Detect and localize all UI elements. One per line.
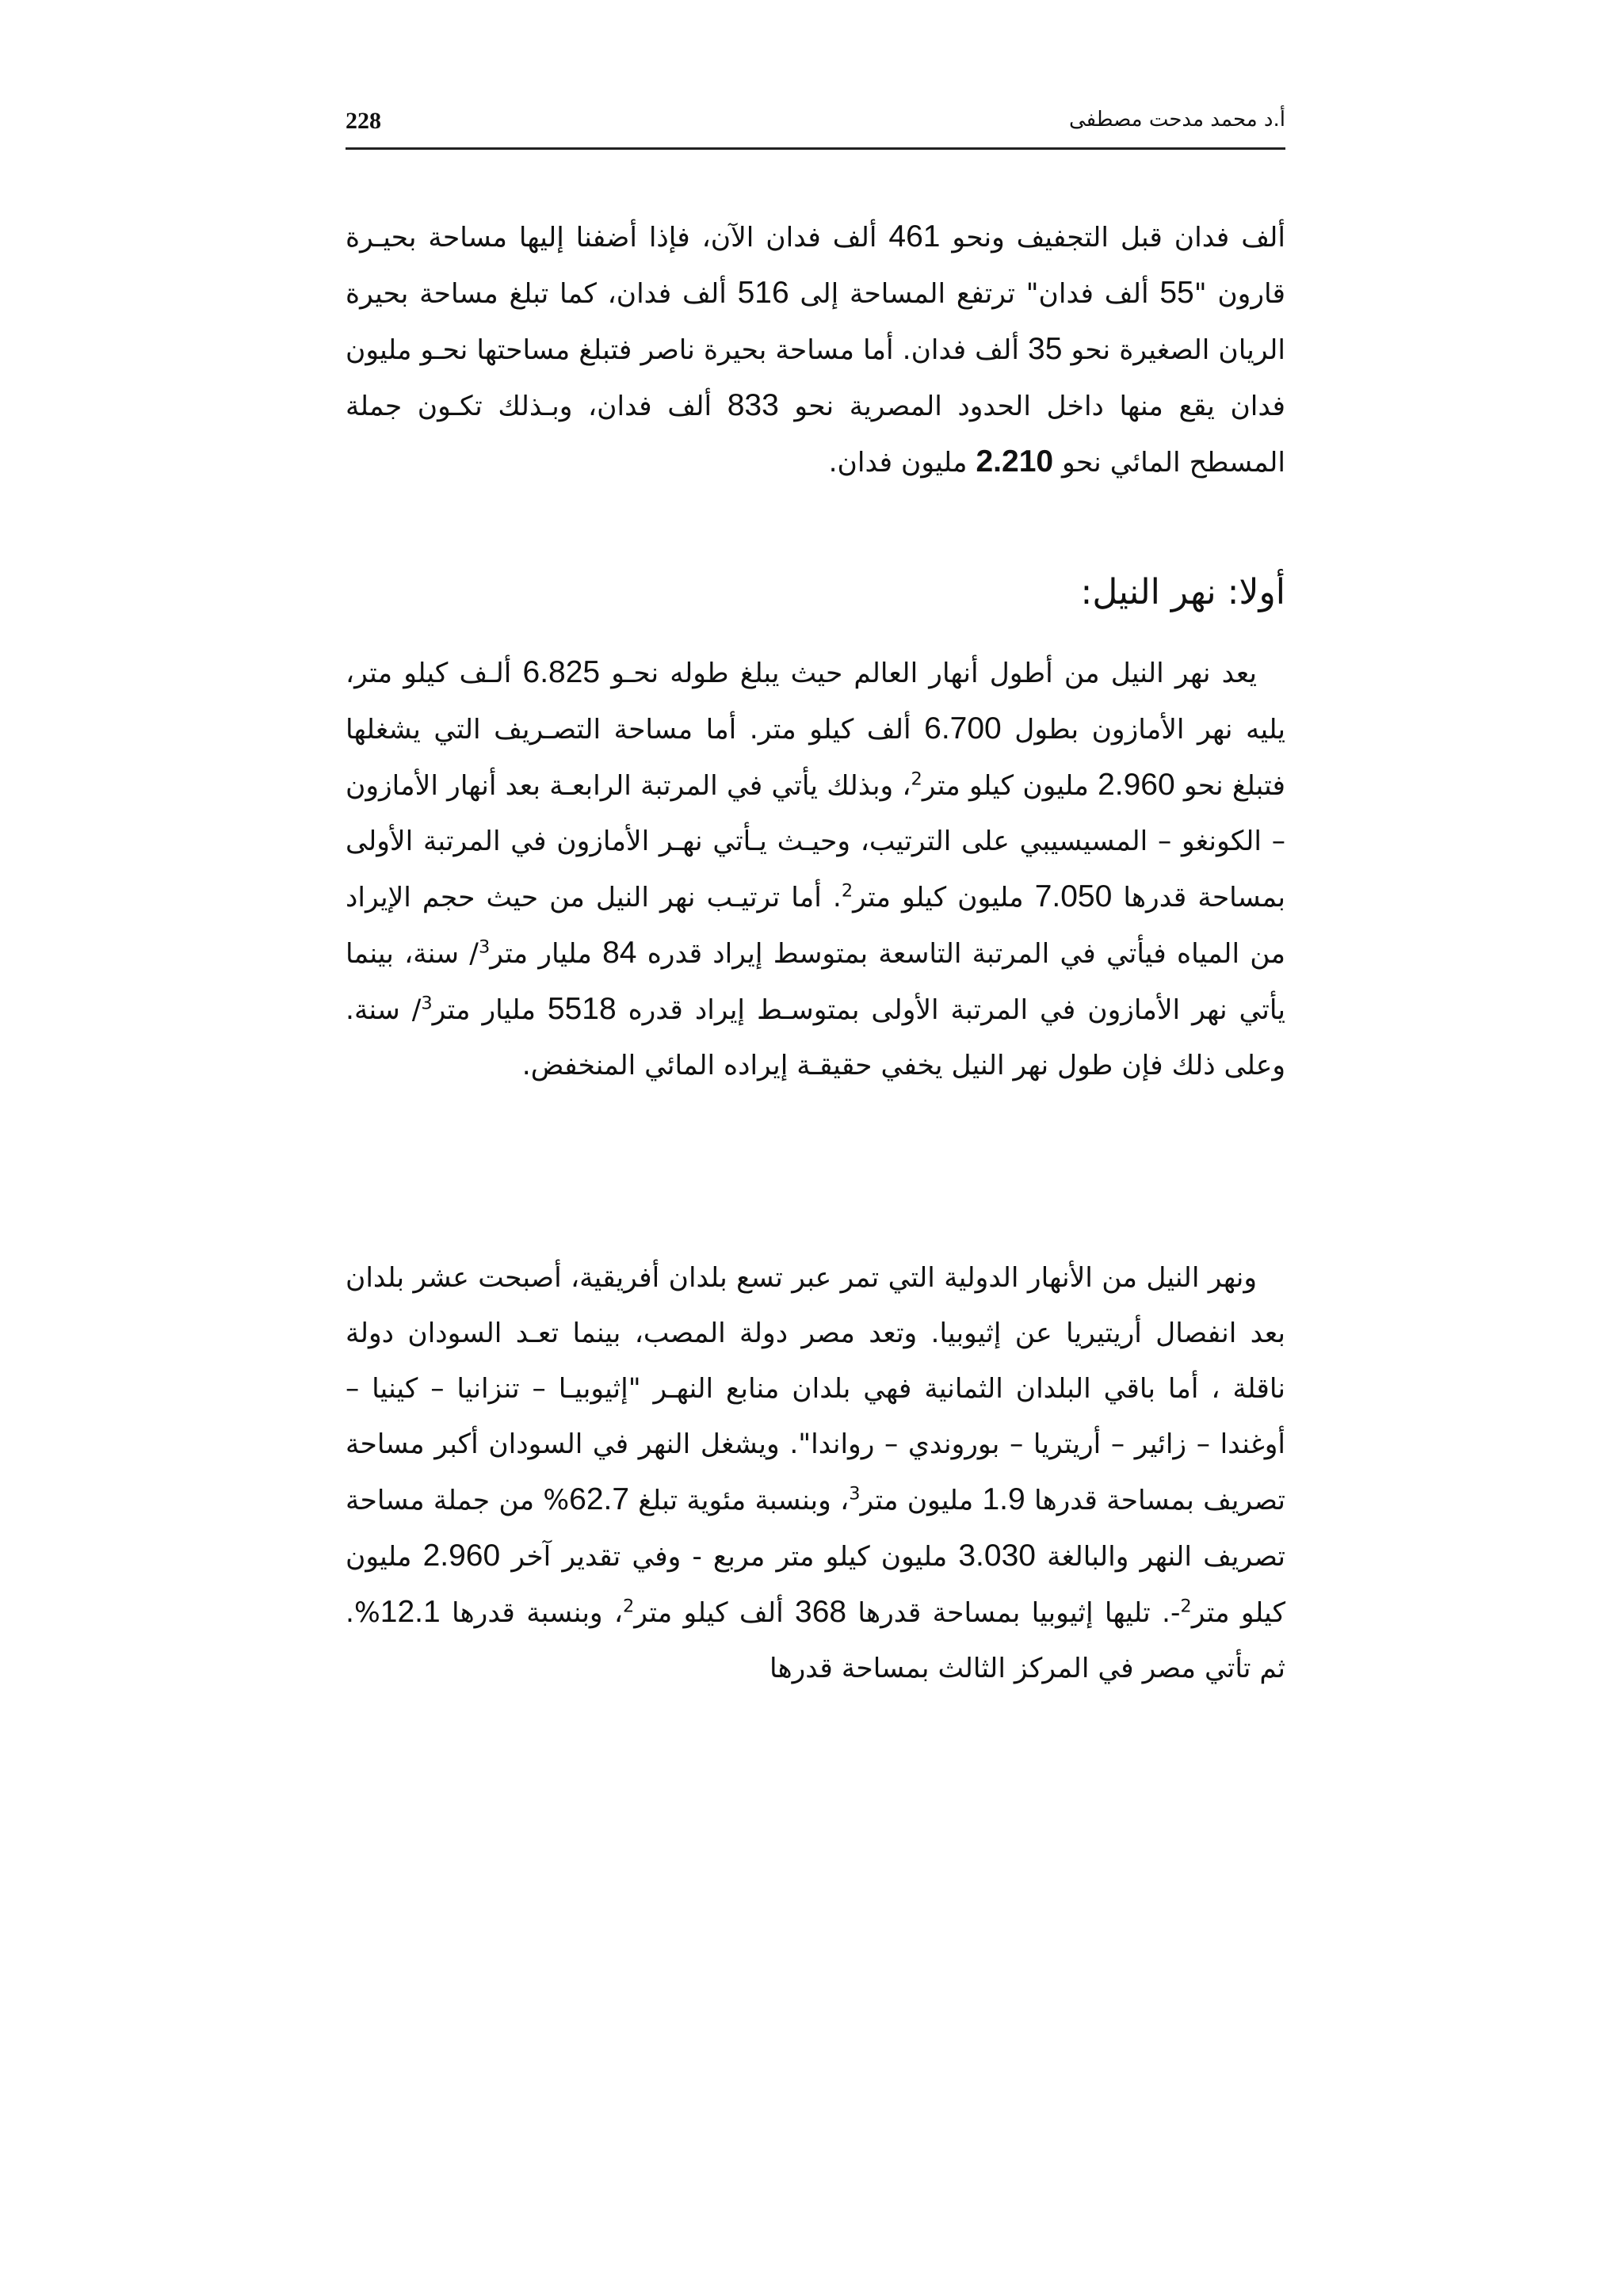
running-head-author: أ.د محمد مدحت مصطفى [1068,108,1285,132]
number-value: 2.960 [1098,768,1175,802]
header-divider [346,147,1285,150]
number-value: 3.030 [958,1539,1036,1573]
superscript: 2 [623,1596,635,1617]
number-value: 7.050 [1034,879,1113,913]
text-span: ونهر النيل من الأنهار الدولية التي تمر عبر تسع بلدان أفريقية، أصبحت عشر بلدان بعد انفصال أريتيريا عن إثيوبيا. وتعد مصر دولة المصب، بينما تعـد السودان دولة ناقلة ، أما باقي البلدان الثمانية فهي بلدان منابع النهـر "إثيوبيـا – تنزانيا – كينيا – أوغندا – زائير – أريتريا – بوروندي – رواندا". ويشغل النهر في السودان أكبر مساحة تصريف بمساحة قدرها [346,1262,1285,1516]
text-span: مليون كيلو متر [853,882,1035,913]
text-span: ألف كيلو متر [634,1597,795,1629]
text-span: مليون كيلو متر مربع - وفي تقدير آخر [500,1541,959,1573]
number-value: 5518 [547,992,617,1026]
text-span: ، وبنسبة مئوية تبلغ [629,1485,850,1516]
text-span: ألف فدان الآن، فإذا أضفنا إليها مساحة بحيـرة قارون " [346,222,1286,310]
text-span: مليون كيلو متر [922,770,1098,802]
number-value: 6.825 [522,655,601,689]
number-value: 461 [888,219,941,254]
text-span: مليار متر [432,994,548,1026]
text-span: مليون كيلو متر [346,1541,1285,1629]
text-span: يعد نهر النيل من أطول أنهار العالم حيث يبلغ طوله نحـو [600,658,1257,689]
text-span: ألف فدان، وبـذلك تكـون جملة المسطح المائي نحو [346,391,1285,479]
superscript: 2 [911,769,922,790]
superscript: 3 [849,1483,861,1505]
number-value: 833 [727,388,779,422]
paragraph-nile-basin-countries [346,1250,1285,1696]
number-value: 2.960 [422,1539,501,1573]
superscript: 2 [841,880,854,902]
text-span: / سنة. وعلى ذلك فإن طول نهر النيل يخفي حقيقـة إيراده المائي المنخفض. [346,994,1285,1081]
number-value: 84 [602,936,637,970]
paragraph-nile-length [346,645,1285,1093]
superscript: 2 [1180,1596,1192,1617]
text-span: مليار متر [490,938,603,970]
paragraph-lakes-area [346,209,1285,490]
number-value-bold: 2.210 [976,444,1054,479]
number-value: 55 [1159,276,1194,310]
text-span: ألف فدان، كما تبلغ مساحة بحيرة الريان الصغيرة نحو [346,278,1286,366]
text-span: ألف فدان. أما مساحة بحيرة ناصر فتبلغ مساحتها نحـو مليون فدان يقع منها داخل الحدود المصرية نحو [346,334,1285,422]
text-span: -. تليها إثيوبيا بمساحة قدرها [846,1597,1181,1629]
number-value: 516 [737,276,789,310]
text-span: ، وبنسبة قدرها [440,1597,624,1629]
text-span: . أما ترتيـب نهر النيل من حيث حجم الإيراد من المياه فيأتي في المرتبة التاسعة بمتوسط إيراد قدره [346,882,1286,970]
section-heading-nile: أولا: نهر النيل: [1080,572,1285,612]
text-span: / سنة، بينما يأتي نهر الأمازون في المرتبة الأولى بمتوسـط إيراد قدره [346,938,1286,1026]
text-span: مليون فدان. [828,447,976,479]
number-value: 12.1 [380,1595,441,1629]
text-span: ألف فدان" ترتفع المساحة إلى [789,278,1160,310]
text-span: مليون متر [860,1485,983,1516]
text-span: ألـف كيلو متر، يليه نهر الأمازون بطول [346,658,1285,746]
number-value: 368 [795,1595,847,1629]
superscript: 3 [478,936,491,958]
text-span: % من جملة مساحة تصريف النهر والبالغة [346,1485,1285,1573]
number-value: 6.700 [924,711,1002,746]
superscript: 3 [421,993,433,1014]
text-span: ألف فدان قبل التجفيف ونحو [940,222,1285,254]
text-span: ، وبذلك يأتي في المرتبة الرابعـة بعد أنهار الأمازون – الكونغو – المسيسيبي على الترتيب، وحيـث يـأتي نهـر الأمازون في المرتبة الأولى بمساحة قدرها [346,770,1285,913]
page-header [346,101,1285,146]
number-value: 1.9 [982,1482,1025,1516]
text-span: ألف كيلو متر. أما مساحة التصـريف التي يشغلها فتبلغ نحو [346,714,1285,802]
number-value: 35 [1028,332,1063,366]
number-value: 62.7 [569,1482,630,1516]
text-span: %. ثم تأتي مصر في المركز الثالث بمساحة قدرها [346,1597,1285,1684]
page-number: 228 [346,108,381,134]
